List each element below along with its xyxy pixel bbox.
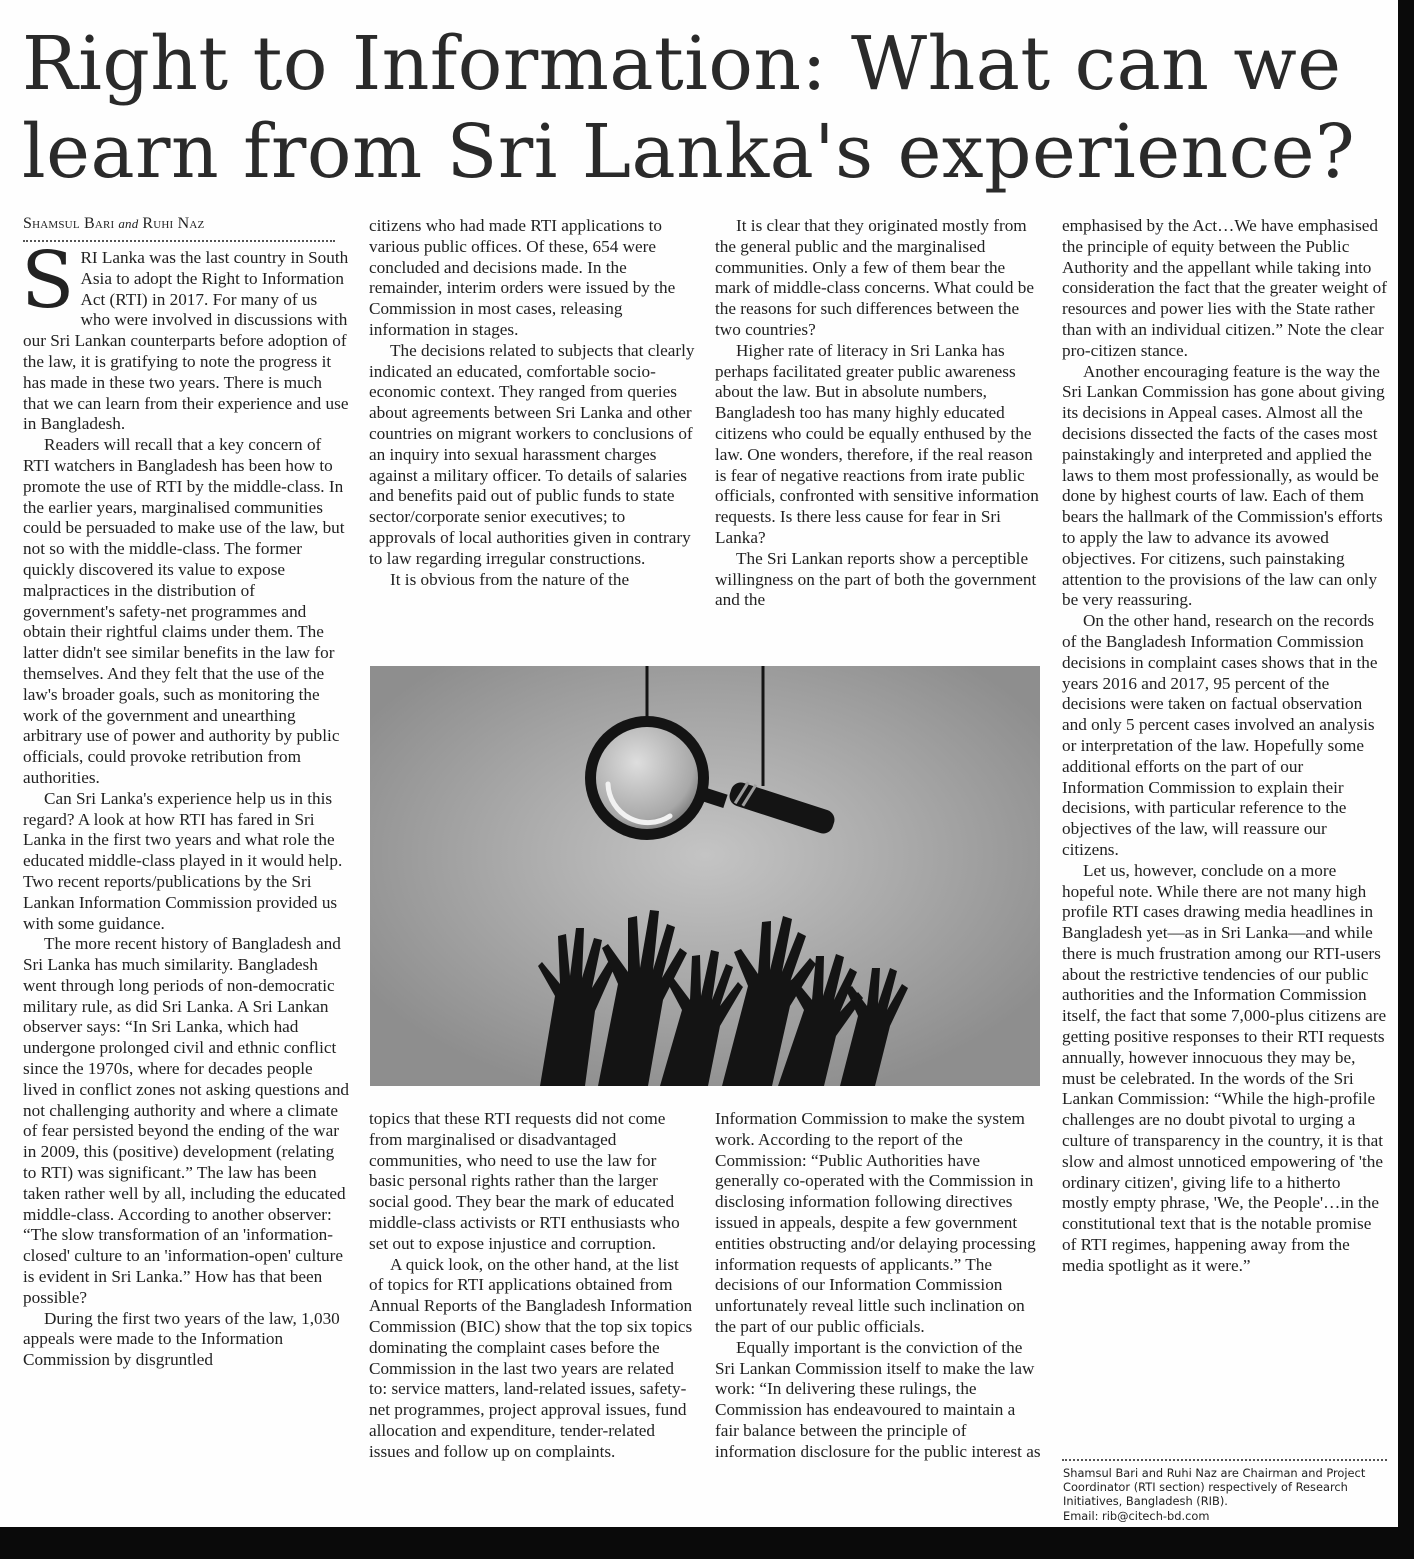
paragraph: emphasised by the Act…We have emphasised the principle of equity between the Public Authority and the appellant while taking into consideration the fact that the greater weight of resources and power lies with the State rather than with an individual citizen.” Note the clear pro-citizen stance. [1062,216,1387,360]
article-column-2-top [369,216,695,590]
author-1: Shamsul Bari [23,215,115,232]
article-column-3-bottom [715,1109,1043,1463]
paragraph: During the first two years of the law, 1,030 appeals were made to the Information Commission by disgruntled [23,1308,340,1370]
scan-border-bottom [0,1527,1414,1559]
article-illustration [370,666,1040,1086]
paragraph: citizens who had made RTI applications to various public offices. Of these, 654 were concluded and decisions made. In the remainder, interim orders were issued by the Commission in most cases, releasing information in stages. [369,216,676,339]
paragraph: It is clear that they originated mostly from the general public and the marginalised communities. Only a few of them bear the mark of middle-class concerns. What could be the reasons for such differences between the two countries? [715,216,1034,339]
author-credit [1063,1466,1383,1523]
paragraph: Higher rate of literacy in Sri Lanka has perhaps facilitated greater public awareness about the law. But in absolute numbers, Bangladesh too has many highly educated citizens who could be equally enthused by the law. One wonders, therefore, if the real reason is fear of negative reactions from irate public officials, confronted with sensitive information requests. Is there less cause for fear in Sri Lanka? [715,340,1039,547]
lead-paragraph: SRI Lanka was the last country in South Asia to adopt the Right to Information Act (RTI) in 2017. For many of us who were involved in discussions with our Sri Lankan counterparts before adoption of the law, it is gratifying to note the progress it has made in these two years. There is much that we can learn from their experience and use in Bangladesh. [21,236,349,434]
byline [23,215,335,233]
paragraph: Equally important is the conviction of the Sri Lankan Commission itself to make the law work: “In delivering these rulings, the Commission has endeavoured to maintain a fair balance between the principle of information disclosure for the public interest as [715,1337,1041,1461]
paragraph: On the other hand, research on the records of the Bangladesh Information Commission decisions in complaint cases shows that in the years 2016 and 2017, 95 percent of the decisions were taken on factual observation and only 5 percent cases involved an analysis or interpretation of the law. Hopefully some additional efforts on the part of our Information Commission to explain their decisions, with particular reference to the objectives of the law, will reassure our citizens. [1062,611,1378,859]
paragraph: topics that these RTI requests did not come from marginalised or disadvantaged communities, who need to use the law for basic personal rights rather than the larger social good. They bear the mark of educated middle-class activists or RTI enthusiasts who set out to expose injustice and corruption. [369,1109,680,1253]
paragraph: Can Sri Lanka's experience help us in this regard? A look at how RTI has fared in Sri Lanka in the first two years and what role the educated middle-class played in it would help. Two recent reports/publications by the Sri Lankan Information Commission provided us with some guidance. [23,788,343,933]
article-column-1 [21,236,350,1371]
paragraph: It is obvious from the nature of the [390,569,630,589]
credit-divider [1062,1459,1387,1461]
magnifying-glass-hands-icon [370,666,1040,1086]
headline: Right to Information: What can we learn from Sri Lanka's experience? [22,21,1356,195]
paragraph: The decisions related to subjects that clearly indicated an educated, comfortable socio-economic context. They ranged from queries about agreements between Sri Lanka and other countries on migrant workers to conclusions of an inquiry into sexual harassment charges against a military officer. To details of salaries and benefits paid out of public funds to state sector/corporate senior executives; to approvals of local authorities given in contrary to law regarding irregular constructions. [369,340,695,568]
paragraph: Another encouraging feature is the way the Sri Lankan Commission has gone about giving its decisions in Appeal cases. Almost all the decisions dissected the facts of the cases most painstakingly and interpreted and applied the laws to them most professionally, as would be done by highest courts of law. Each of them bears the hallmark of the Commission's efforts to apply the law to advance its avowed objectives. For citizens, such painstaking attention to the provisions of the law can only be very reassuring. [1062,361,1385,610]
paragraph: The Sri Lankan reports show a perceptible willingness on the part of both the government and the [715,548,1037,610]
article-column-2-bottom [369,1109,695,1463]
paragraph: Information Commission to make the system work. According to the report of the Commission: “Public Authorities have generally co-operated with the Commission in disclosing information following directives issued in appeals, despite a few government entities obstructing and/or delaying processing information requests of applicants.” The decisions of our Information Commission unfortunately reveal little such inclination on the part of our public officials. [715,1109,1036,1336]
article-column-3-top [715,216,1043,611]
credit-text: Shamsul Bari and Ruhi Naz are Chairman and Project Coordinator (RTI section) respectively of Research Initiatives, Bangladesh (RIB). [1063,1466,1366,1509]
paragraph: A quick look, on the other hand, at the list of topics for RTI applications obtained from Annual Reports of the Bangladesh Information Commission (BIC) show that the top six topics dominating the complaint cases before the Commission in the last two years are related to: service matters, land-related issues, safety-net programmes, project approval issues, fund allocation and expenditure, tender-related issues and follow up on complaints. [369,1254,693,1461]
paragraph: The more recent history of Bangladesh and Sri Lanka has much similarity. Bangladesh went through long periods of non-democratic military rule, as did Sri Lanka. A Sri Lankan observer says: “In Sri Lanka, which had undergone prolonged civil and ethnic conflict since the 1970s, where for decades people lived in conflict zones not asking questions and not challenging authority and where a climate of fear persisted beyond the ending of the war in 2009, this (positive) development (relating to RTI) was significant.” The law has been taken rather well by all, including the educated middle-class. According to another observer: “The slow transformation of an 'information-closed' culture to an 'information-open' culture is evident in Sri Lanka.” How has that been possible? [23,934,350,1307]
byline-and: and [118,216,139,231]
drop-cap: S [21,236,75,326]
scan-border-right [1398,0,1414,1559]
paragraph: Readers will recall that a key concern of RTI watchers in Bangladesh has been how to promote the use of RTI by the middle-class. In the earlier years, marginalised communities could be persuaded to make use of the law, but not so with the middle-class. The former quickly discovered its value to expose malpractices in the distribution of government's safety-net programmes and obtain their rightful claims under them. The latter didn't see similar benefits in the law for themselves. And they felt that the use of the law's broader goals, such as monitoring the work of the government and unearthing arbitrary use of power and authority by public officials, could provoke retribution from authorities. [23,435,345,787]
paragraph: Let us, however, conclude on a more hopeful note. While there are not many high profile RTI cases drawing media headlines in Bangladesh yet—as in Sri Lanka—and while there is much frustration among our RTI-users about the restrictive tendencies of our public authorities and the Information Commission itself, the fact that some 7,000-plus citizens are getting positive responses to their RTI requests annually, however innocuous they may be, must be celebrated. In the words of the Sri Lankan Commission: “While the high-profile challenges are no doubt pivotal to urging a culture of transparency in the country, it is that slow and almost unnoticed empowering of 'the ordinary citizen', giving life to a hitherto mostly empty phrase, 'We, the People'…in the constitutional text that is the notable promise of RTI regimes, happening away from the media spotlight as it were.” [1062,860,1387,1275]
credit-email: Email: rib@citech-bd.com [1063,1508,1210,1523]
article-column-4 [1062,216,1387,1277]
author-2: Ruhi Naz [142,215,205,232]
